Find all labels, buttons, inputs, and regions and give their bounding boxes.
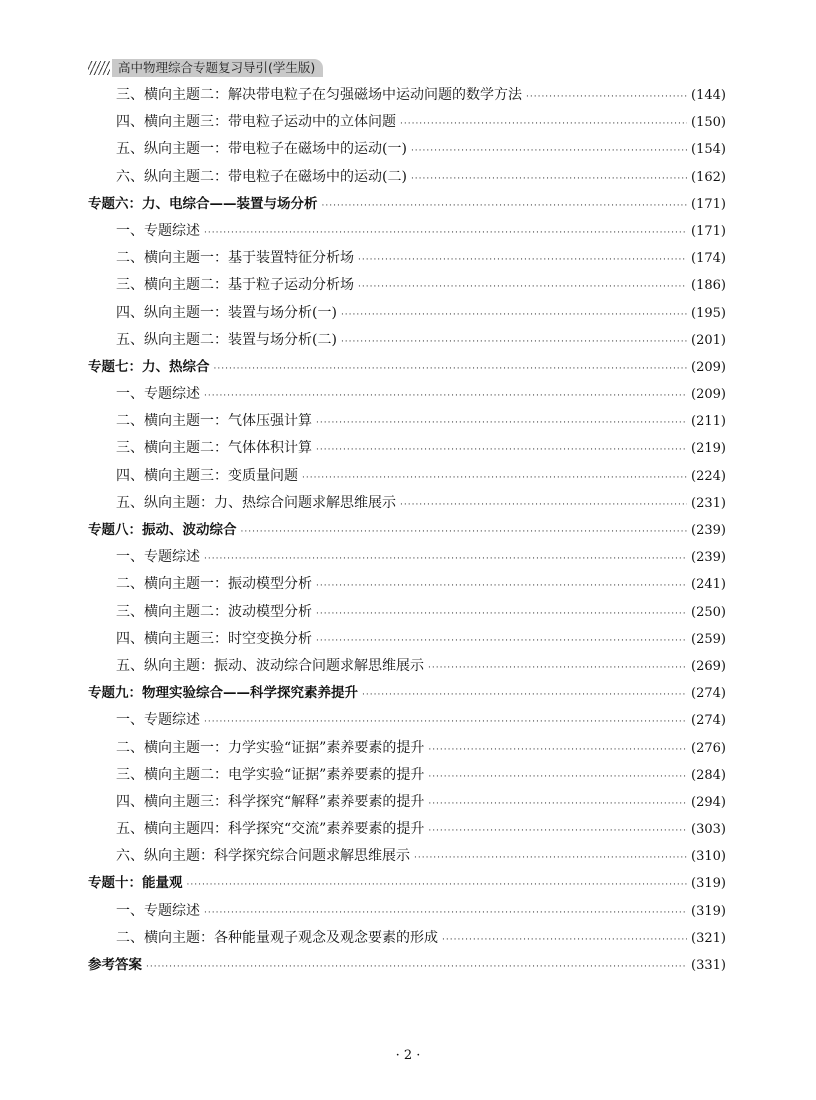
toc-entry-page: (269)	[691, 658, 726, 674]
toc-entry-page: (250)	[691, 604, 726, 620]
toc-entry-title: 六、纵向主题：科学探究综合问题求解思维展示	[116, 848, 410, 865]
toc-chapter-entry[interactable]	[88, 354, 726, 381]
toc-section-entry[interactable]	[88, 925, 726, 952]
toc-section-entry[interactable]	[88, 843, 726, 870]
toc-leader-dots	[204, 220, 687, 245]
toc-entry-title: 四、横向主题三：变质量问题	[116, 467, 298, 484]
toc-chapter-entry[interactable]	[88, 870, 726, 897]
toc-entry-title: 三、横向主题二：解决带电粒子在匀强磁场中运动问题的数学方法	[116, 87, 522, 103]
toc-leader-dots	[526, 84, 687, 109]
toc-entry-page: (319)	[691, 876, 726, 892]
toc-leader-dots	[316, 437, 687, 462]
toc-entry-title: 专题七：力、热综合	[88, 358, 210, 375]
toc-entry-title: 一、专题综述	[116, 712, 200, 729]
toc-entry-title: 二、横向主题：各种能量观子观念及观念要素的形成	[116, 929, 438, 946]
toc-entry-title: 五、纵向主题一：带电粒子在磁场中的运动(一)	[116, 141, 407, 158]
toc-entry-title: 四、横向主题三：科学探究“解释”素养要素的提升	[116, 793, 425, 810]
toc-entry-page: (150)	[691, 115, 726, 131]
toc-entry-page: (154)	[691, 142, 726, 158]
toc-leader-dots	[187, 872, 688, 897]
toc-leader-dots	[204, 709, 687, 734]
toc-section-entry[interactable]	[88, 571, 726, 598]
toc-entry-title: 专题八：振动、波动综合	[88, 522, 237, 538]
toc-leader-dots	[362, 682, 687, 707]
toc-leader-dots	[316, 573, 687, 598]
toc-entry-page: (171)	[691, 196, 726, 212]
toc-leader-dots	[358, 247, 687, 272]
toc-leader-dots	[428, 818, 687, 843]
toc-leader-dots	[428, 655, 687, 680]
toc-entry-page: (162)	[691, 169, 726, 185]
toc-section-entry[interactable]	[88, 300, 726, 327]
toc-section-entry[interactable]	[88, 245, 726, 272]
toc-entry-page: (274)	[691, 713, 726, 729]
toc-section-entry[interactable]	[88, 218, 726, 245]
running-header	[88, 58, 323, 78]
toc-section-entry[interactable]	[88, 327, 726, 354]
toc-leader-dots	[146, 954, 687, 979]
toc-entry-title: 一、专题综述	[116, 222, 200, 239]
toc-section-entry[interactable]	[88, 898, 726, 925]
header-hatch-decoration	[88, 61, 110, 75]
toc-entry-page: (274)	[691, 686, 726, 702]
toc-leader-dots	[204, 900, 687, 925]
toc-entry-page: (294)	[691, 794, 726, 810]
toc-leader-dots	[204, 546, 687, 571]
page-number: · 2 ·	[395, 1048, 421, 1063]
toc-entry-page: (219)	[691, 441, 726, 457]
toc-entry-page: (239)	[691, 550, 726, 566]
toc-entry-title: 二、横向主题一：力学实验“证据”素养要素的提升	[116, 739, 425, 756]
toc-leader-dots	[302, 465, 687, 490]
toc-entry-page: (209)	[691, 387, 726, 403]
toc-entry-page: (241)	[691, 577, 726, 593]
toc-entry-page: (209)	[691, 359, 726, 375]
toc-leader-dots	[411, 138, 687, 163]
toc-chapter-entry[interactable]	[88, 680, 726, 707]
toc-section-entry[interactable]	[88, 490, 726, 517]
toc-leader-dots	[341, 302, 687, 327]
toc-leader-dots	[322, 193, 688, 218]
toc-entry-title: 四、横向主题三：带电粒子运动中的立体问题	[116, 114, 396, 131]
toc-entry-title: 二、横向主题一：基于装置特征分析场	[116, 250, 354, 267]
toc-section-entry[interactable]	[88, 109, 726, 136]
toc-chapter-entry[interactable]	[88, 191, 726, 218]
toc-entry-page: (321)	[691, 930, 726, 946]
toc-leader-dots	[316, 628, 687, 653]
toc-leader-dots	[442, 927, 687, 952]
toc-section-entry[interactable]	[88, 816, 726, 843]
toc-entry-title: 专题六：力、电综合——装置与场分析	[88, 195, 318, 212]
table-of-contents	[88, 82, 726, 979]
toc-entry-title: 四、横向主题三：时空变换分析	[116, 630, 312, 647]
toc-entry-page: (224)	[691, 468, 726, 484]
toc-section-entry[interactable]	[88, 164, 726, 191]
toc-leader-dots	[214, 356, 688, 381]
toc-section-entry[interactable]	[88, 136, 726, 163]
toc-section-entry[interactable]	[88, 463, 726, 490]
toc-entry-title: 五、纵向主题二：装置与场分析(二)	[116, 331, 337, 348]
toc-entry-page: (201)	[691, 332, 726, 348]
toc-entry-page: (174)	[691, 251, 726, 267]
toc-leader-dots	[358, 274, 687, 299]
toc-entry-title: 四、纵向主题一：装置与场分析(一)	[116, 304, 337, 321]
header-title: 高中物理综合专题复习导引(学生版)	[112, 59, 323, 77]
toc-entry-title: 三、横向主题二：气体体积计算	[116, 440, 312, 457]
toc-leader-dots	[316, 410, 687, 435]
toc-entry-page: (276)	[691, 740, 726, 756]
toc-entry-page: (211)	[691, 414, 726, 430]
toc-section-entry[interactable]	[88, 381, 726, 408]
toc-entry-title: 六、纵向主题二：带电粒子在磁场中的运动(二)	[116, 168, 407, 185]
toc-leader-dots	[428, 764, 687, 789]
toc-leader-dots	[316, 601, 687, 626]
toc-section-entry[interactable]	[88, 599, 726, 626]
toc-leader-dots	[204, 383, 687, 408]
toc-entry-page: (284)	[691, 767, 726, 783]
toc-entry-title: 二、横向主题一：振动模型分析	[116, 576, 312, 593]
toc-leader-dots	[428, 791, 687, 816]
toc-leader-dots	[428, 737, 687, 762]
toc-entry-title: 五、横向主题四：科学探究“交流”素养要素的提升	[116, 821, 425, 838]
toc-entry-page: (259)	[691, 631, 726, 647]
toc-leader-dots	[400, 492, 687, 517]
toc-entry-page: (171)	[691, 223, 726, 239]
toc-section-entry[interactable]	[88, 789, 726, 816]
toc-entry-page: (303)	[691, 822, 726, 838]
toc-section-entry[interactable]	[88, 82, 726, 109]
toc-section-entry[interactable]	[88, 544, 726, 571]
toc-entry-page: (186)	[691, 278, 726, 294]
toc-entry-page: (331)	[691, 958, 726, 973]
toc-entry-page: (239)	[691, 523, 726, 538]
toc-section-entry[interactable]	[88, 272, 726, 299]
toc-entry-page: (310)	[691, 849, 726, 865]
toc-section-entry[interactable]	[88, 707, 726, 734]
toc-entry-title: 二、横向主题一：气体压强计算	[116, 413, 312, 430]
toc-chapter-entry[interactable]	[88, 952, 726, 979]
toc-chapter-entry[interactable]	[88, 517, 726, 544]
toc-leader-dots	[411, 166, 687, 191]
toc-leader-dots	[241, 519, 688, 544]
toc-entry-title: 五、纵向主题：力、热综合问题求解思维展示	[116, 494, 396, 511]
toc-leader-dots	[341, 329, 687, 354]
toc-section-entry[interactable]	[88, 762, 726, 789]
toc-entry-page: (319)	[691, 903, 726, 919]
toc-section-entry[interactable]	[88, 408, 726, 435]
toc-entry-page: (231)	[691, 495, 726, 511]
toc-entry-title: 一、专题综述	[116, 902, 200, 919]
toc-entry-title: 五、纵向主题：振动、波动综合问题求解思维展示	[116, 657, 424, 674]
toc-entry-title: 三、横向主题二：波动模型分析	[116, 603, 312, 620]
toc-entry-title: 一、专题综述	[116, 549, 200, 566]
toc-entry-page: (195)	[691, 305, 726, 321]
toc-entry-title: 专题十：能量观	[88, 875, 183, 892]
toc-entry-title: 三、横向主题二：基于粒子运动分析场	[116, 277, 354, 294]
toc-entry-title: 专题九：物理实验综合——科学探究素养提升	[88, 685, 358, 702]
toc-entry-title: 参考答案	[88, 957, 142, 973]
toc-section-entry[interactable]	[88, 653, 726, 680]
toc-section-entry[interactable]	[88, 435, 726, 462]
toc-entry-title: 一、专题综述	[116, 386, 200, 403]
toc-leader-dots	[400, 111, 687, 136]
toc-section-entry[interactable]	[88, 626, 726, 653]
toc-entry-title: 三、横向主题二：电学实验“证据”素养要素的提升	[116, 766, 425, 783]
toc-leader-dots	[414, 845, 687, 870]
toc-entry-page: (144)	[691, 88, 726, 103]
toc-section-entry[interactable]	[88, 735, 726, 762]
